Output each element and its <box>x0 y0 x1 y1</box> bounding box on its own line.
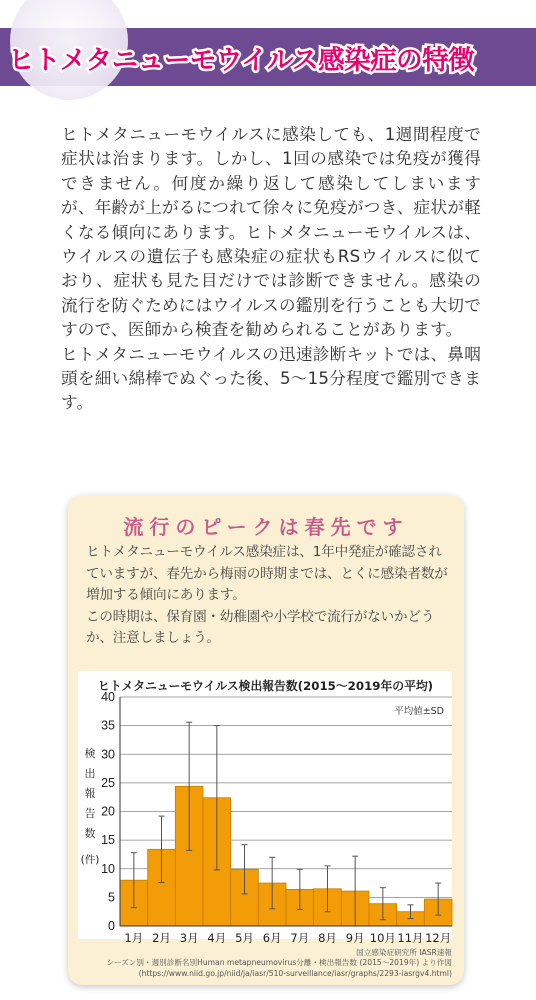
y-tick-label: 40 <box>101 690 115 704</box>
y-tick-label: 25 <box>101 775 115 790</box>
x-tick-label: 3月 <box>179 931 199 945</box>
page-title: ヒトメタニューモウイルス感染症の特徴 <box>8 45 475 76</box>
x-tick-label: 6月 <box>262 931 282 945</box>
x-tick-label: 7月 <box>290 931 310 945</box>
y-tick-label: 20 <box>101 804 115 819</box>
x-tick-label: 12月 <box>425 931 452 945</box>
x-tick-label: 1月 <box>124 931 144 945</box>
y-axis-label-char: 数 <box>84 827 96 840</box>
y-axis-label-char: 報 <box>84 787 96 800</box>
y-tick-label: 35 <box>101 718 115 733</box>
card-paragraph-1: ヒトメタニューモウイルス感染症は、1年中発症が確認されていますが、春先から梅雨の時期までは、とくに感染者数が増加する傾向にあります。 <box>86 544 448 603</box>
x-tick-label: 8月 <box>318 931 337 945</box>
x-tick-label: 10月 <box>369 931 396 945</box>
card-title: 流行のピークは春先です <box>123 515 409 539</box>
intro-paragraph-1: ヒトメタニューモウイルスに感染しても、1週間程度で症状は治まります。しかし、1回の感染では免疫が獲得できません。何度か繰り返して感染してしまいますが、年齢が上がるにつれて徐々に免疫がつき、症状が軽くなる傾向にあります。ヒトメタニューモウイルスは、ウイルスの遺伝子も感染症の症状もRSウイルスに似ており、症状も見た目だけでは診断できません。感染の流行を防ぐためにはウイルスの鑑別を行うことも大切ですので、医師から検査を勧められることがあります。 <box>61 125 481 340</box>
y-tick-label: 10 <box>101 861 115 876</box>
chart-source <box>78 948 452 979</box>
source-line-2: シーズン別・週別診断名別Human metapneumovirus分離・検出報告数 (2015〜2019年) より作図 <box>106 958 452 968</box>
y-tick-label: 15 <box>101 833 115 848</box>
source-line-1: 国立感染症研究所 IASR速報 <box>356 948 452 957</box>
y-axis-label-unit: (件) <box>80 854 100 866</box>
x-tick-label: 4月 <box>207 931 227 945</box>
y-tick-label: 5 <box>108 890 115 905</box>
y-tick-label: 0 <box>108 919 115 933</box>
y-axis-label-char: 出 <box>84 767 96 780</box>
x-tick-label: 5月 <box>235 931 254 945</box>
x-tick-label: 9月 <box>345 931 365 945</box>
y-axis-label-char: 検 <box>84 747 96 760</box>
intro-paragraph-2: ヒトメタニューモウイルスの迅速診断キットでは、鼻咽頭を細い綿棒でぬぐった後、5〜15分程度で鑑別できます。 <box>61 344 481 413</box>
chart-title: ヒトメタニューモウイルス検出報告数(2015〜2019年の平均) <box>97 679 434 693</box>
card-paragraph-2: この時期は、保育園・幼稚園や小学校で流行がないかどうか、注意しましょう。 <box>86 608 435 646</box>
x-tick-label: 11月 <box>397 931 424 945</box>
source-line-3: (https://www.niid.go.jp/niid/ja/iasr/510-surveillance/iasr/graphs/2293-iasrgv4.html) <box>138 968 452 978</box>
y-tick-label: 30 <box>101 747 115 762</box>
x-tick-label: 2月 <box>152 931 171 945</box>
y-axis-label-char: 告 <box>84 807 96 820</box>
legend-note: 平均値±SD <box>394 706 444 717</box>
